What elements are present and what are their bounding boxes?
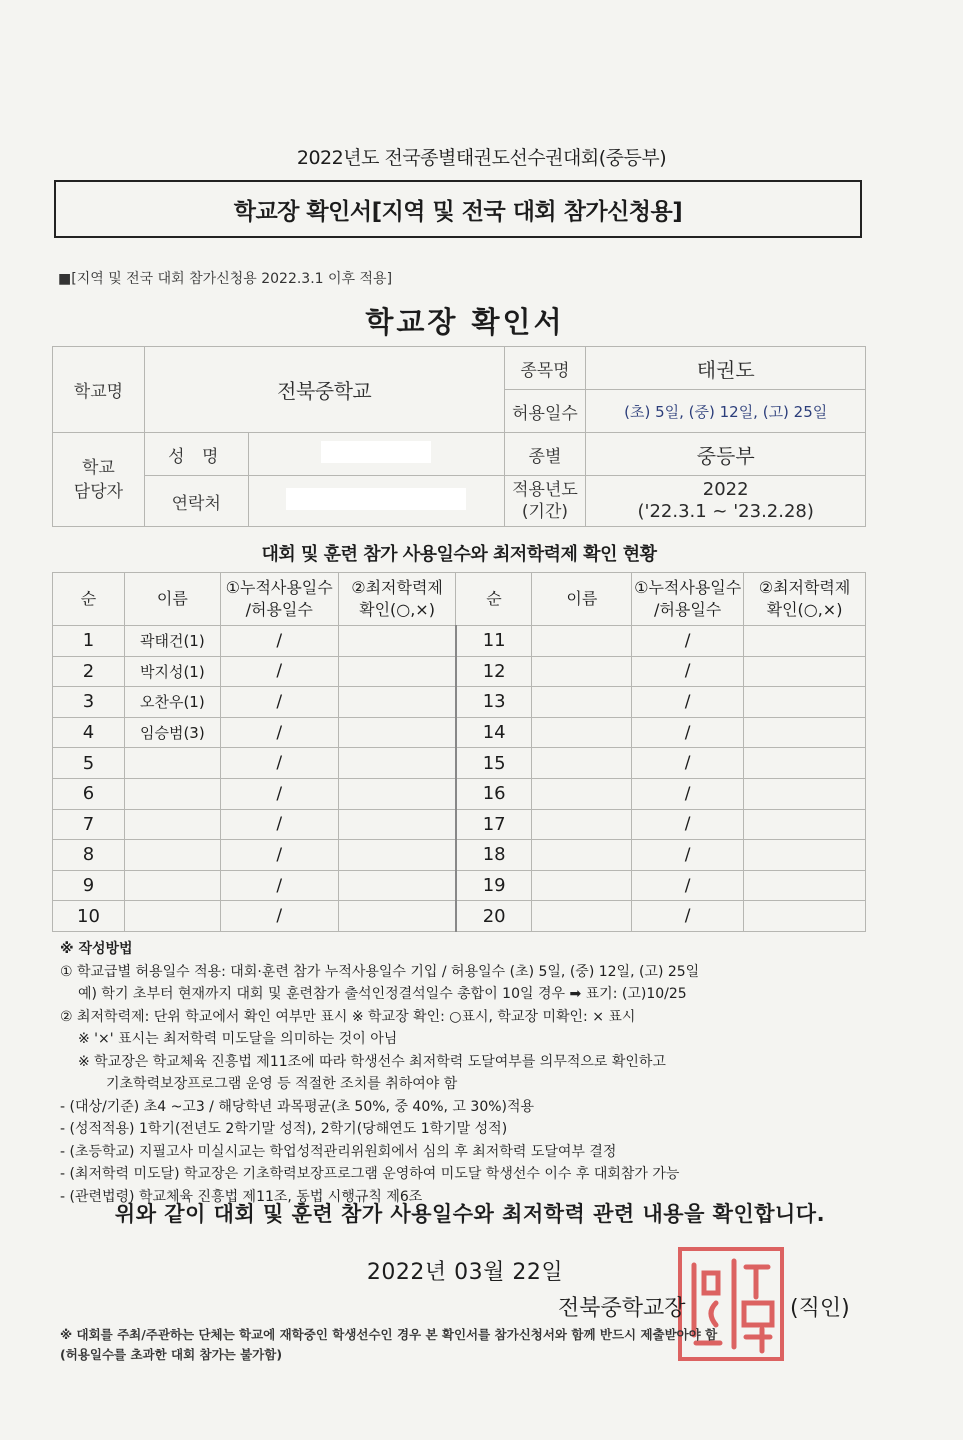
check-cell	[744, 778, 866, 809]
check-cell	[744, 626, 866, 657]
student-name	[532, 748, 632, 779]
days-cell: /	[220, 901, 338, 932]
days-cell: /	[220, 717, 338, 748]
row-number: 8	[53, 840, 125, 871]
note-line: ※ 작성방법	[60, 941, 133, 957]
row-number: 11	[456, 626, 532, 657]
year-value-cell	[586, 476, 866, 527]
footnote-line: ※ 대회를 주최/주관하는 단체는 학교에 재학중인 학생선수인 경우 본 확인서를 참가신청서와 함께 반드시 제출받아야 함	[60, 1327, 718, 1342]
col-name: 이름	[124, 573, 220, 626]
days-cell: /	[632, 656, 744, 687]
check-cell	[338, 778, 456, 809]
note-line: ※ 학교장은 학교체육 진흥법 제11조에 따라 학생선수 최저학력 도달여부를 의무적으로 확인하고	[78, 1053, 666, 1070]
sport-value: 태권도	[586, 347, 866, 390]
row-number: 19	[456, 870, 532, 901]
days-cell: /	[632, 748, 744, 779]
row-number: 9	[53, 870, 125, 901]
row-number: 2	[53, 656, 125, 687]
form-title-box	[54, 180, 862, 238]
seal-label: (직인)	[790, 1296, 850, 1321]
redacted-contact	[286, 488, 466, 510]
division-value: 중등부	[586, 433, 866, 476]
student-name	[532, 840, 632, 871]
col-no: 순	[53, 573, 125, 626]
row-number: 6	[53, 778, 125, 809]
year-value: 2022	[702, 479, 749, 500]
row-number: 17	[456, 809, 532, 840]
days-cell: /	[220, 626, 338, 657]
check-cell	[338, 717, 456, 748]
note-line: - (초등학교) 지필고사 미실시교는 학업성적관리위원회에서 심의 후 최저학력 도달여부 결정	[60, 1143, 617, 1160]
name-value	[248, 433, 504, 476]
student-name	[532, 870, 632, 901]
col-days-2: ①누적사용일수 /허용일수	[632, 573, 744, 626]
student-name	[532, 687, 632, 718]
form-title: 학교장 확인서[지역 및 전국 대회 참가신청용]	[233, 198, 683, 225]
col-no-2: 순	[456, 573, 532, 626]
student-name	[124, 840, 220, 871]
student-name	[532, 778, 632, 809]
student-name: 곽태건(1)	[124, 626, 220, 657]
row-number: 14	[456, 717, 532, 748]
row-number: 10	[53, 901, 125, 932]
days-cell: /	[632, 809, 744, 840]
col-name-2: 이름	[532, 573, 632, 626]
contact-label: 연락처	[144, 476, 248, 527]
row-number: 20	[456, 901, 532, 932]
school-value: 전북중학교	[144, 347, 504, 433]
row-number: 15	[456, 748, 532, 779]
student-name	[532, 809, 632, 840]
check-cell	[744, 656, 866, 687]
check-cell	[338, 809, 456, 840]
student-name	[124, 778, 220, 809]
col-days: ①누적사용일수 /허용일수	[220, 573, 338, 626]
check-cell	[338, 748, 456, 779]
year-label: 적용년도 (기간)	[504, 476, 586, 527]
footnote	[60, 1325, 880, 1365]
col-check: ②최저학력제 확인(○,×)	[338, 573, 456, 626]
check-cell	[338, 901, 456, 932]
check-cell	[338, 687, 456, 718]
name-label: 성 명	[144, 433, 248, 476]
check-cell	[744, 687, 866, 718]
days-cell: /	[220, 870, 338, 901]
student-name	[124, 809, 220, 840]
row-number: 18	[456, 840, 532, 871]
row-number: 5	[53, 748, 125, 779]
days-cell: /	[220, 809, 338, 840]
days-cell: /	[220, 748, 338, 779]
note-line: - (관련법령) 학교체육 진흥법 제11조, 동법 시행규칙 제6조	[60, 1188, 423, 1205]
check-cell	[744, 840, 866, 871]
year-period: ('22.3.1 ~ '23.2.28)	[637, 501, 814, 522]
row-number: 1	[53, 626, 125, 657]
check-cell	[744, 717, 866, 748]
check-cell	[338, 840, 456, 871]
check-cell	[744, 901, 866, 932]
note-line: 기초학력보장프로그램 운영 등 적절한 조치를 취하여야 함	[106, 1076, 458, 1092]
check-cell	[744, 809, 866, 840]
days-cell: /	[632, 687, 744, 718]
student-name	[532, 717, 632, 748]
days-cell: /	[220, 840, 338, 871]
student-name: 박지성(1)	[124, 656, 220, 687]
table-row	[53, 626, 866, 657]
row-number: 12	[456, 656, 532, 687]
days-cell: /	[632, 717, 744, 748]
table-row	[53, 717, 866, 748]
student-name: 오찬우(1)	[124, 687, 220, 718]
allowed-days-value: (초) 5일, (중) 12일, (고) 25일	[586, 390, 866, 433]
check-cell	[338, 656, 456, 687]
section-title: 대회 및 훈련 참가 사용일수와 최저학력제 확인 현황	[261, 544, 657, 565]
days-cell: /	[632, 870, 744, 901]
school-label: 학교명	[53, 347, 145, 433]
event-name: 2022년도 전국종별태권도선수권대회(중등부)	[296, 147, 667, 169]
row-number: 13	[456, 687, 532, 718]
row-number: 4	[53, 717, 125, 748]
school-info-table	[52, 346, 866, 527]
row-number: 3	[53, 687, 125, 718]
table-row	[53, 748, 866, 779]
table-header-row	[53, 573, 866, 626]
sport-label: 종목명	[504, 347, 586, 390]
table-row	[53, 778, 866, 809]
days-cell: /	[220, 778, 338, 809]
redacted-name	[321, 441, 431, 463]
student-name	[532, 901, 632, 932]
note-line: - (성적적용) 1학기(전년도 2학기말 성적), 2학기(당해연도 1학기말 성적)	[60, 1121, 508, 1137]
note-line: ※ '×' 표시는 최저학력 미도달을 의미하는 것이 아님	[78, 1031, 398, 1047]
note-line: 예) 학기 초부터 현재까지 대회 및 훈련참가 출석인정결석일수 총합이 10일 경우 ➡ 표기: (고)10/25	[78, 986, 687, 1002]
instructions	[60, 938, 880, 1208]
table-row	[53, 656, 866, 687]
student-name	[124, 870, 220, 901]
days-cell: /	[632, 778, 744, 809]
days-cell: /	[632, 626, 744, 657]
division-label: 종별	[504, 433, 586, 476]
table-row	[53, 687, 866, 718]
student-name	[532, 626, 632, 657]
col-check-2: ②최저학력제 확인(○,×)	[744, 573, 866, 626]
note-line: - (최저학력 미도달) 학교장은 기초학력보장프로그램 운영하여 미도달 학생선수 이수 후 대회참가 가능	[60, 1166, 680, 1182]
allowed-days-label: 허용일수	[504, 390, 586, 433]
check-cell	[338, 626, 456, 657]
note-line: ① 학교급별 허용일수 적용: 대회·훈련 참가 누적사용일수 기입 / 허용일수 (초) 5일, (중) 12일, (고) 25일	[60, 963, 700, 980]
note-line: ② 최저학력제: 단위 학교에서 확인 여부만 표시 ※ 학교장 확인: ○표시, 학교장 미확인: × 표시	[60, 1008, 636, 1025]
student-name	[124, 748, 220, 779]
row-number: 7	[53, 809, 125, 840]
manager-label: 학교 담당자	[53, 433, 145, 527]
table-row	[53, 809, 866, 840]
days-cell: /	[220, 687, 338, 718]
student-name	[124, 901, 220, 932]
contact-value	[248, 476, 504, 527]
row-number: 16	[456, 778, 532, 809]
table-row	[53, 901, 866, 932]
note-line: - (대상/기준) 초4 ~고3 / 해당학년 과목평균(초 50%, 중 40%, 고 30%)적용	[60, 1098, 535, 1115]
form-subnote: ■[지역 및 전국 대회 참가신청용 2022.3.1 이후 적용]	[58, 271, 393, 287]
confirmation-statement: 위와 같이 대회 및 훈련 참가 사용일수와 최저학력 관련 내용을 확인합니다.	[114, 1202, 826, 1226]
check-cell	[744, 748, 866, 779]
days-cell: /	[632, 840, 744, 871]
footnote-line: (허용일수를 초과한 대회 참가는 불가함)	[60, 1347, 283, 1362]
student-name	[532, 656, 632, 687]
student-name: 임승범(3)	[124, 717, 220, 748]
principal-name: 전북중학교장	[558, 1296, 686, 1321]
check-cell	[338, 870, 456, 901]
main-title: 학교장 확인서	[365, 305, 565, 339]
check-cell	[744, 870, 866, 901]
table-row	[53, 840, 866, 871]
issue-date: 2022년 03월 22일	[366, 1260, 564, 1285]
table-row	[53, 870, 866, 901]
participation-table	[52, 572, 866, 932]
days-cell: /	[220, 656, 338, 687]
days-cell: /	[632, 901, 744, 932]
